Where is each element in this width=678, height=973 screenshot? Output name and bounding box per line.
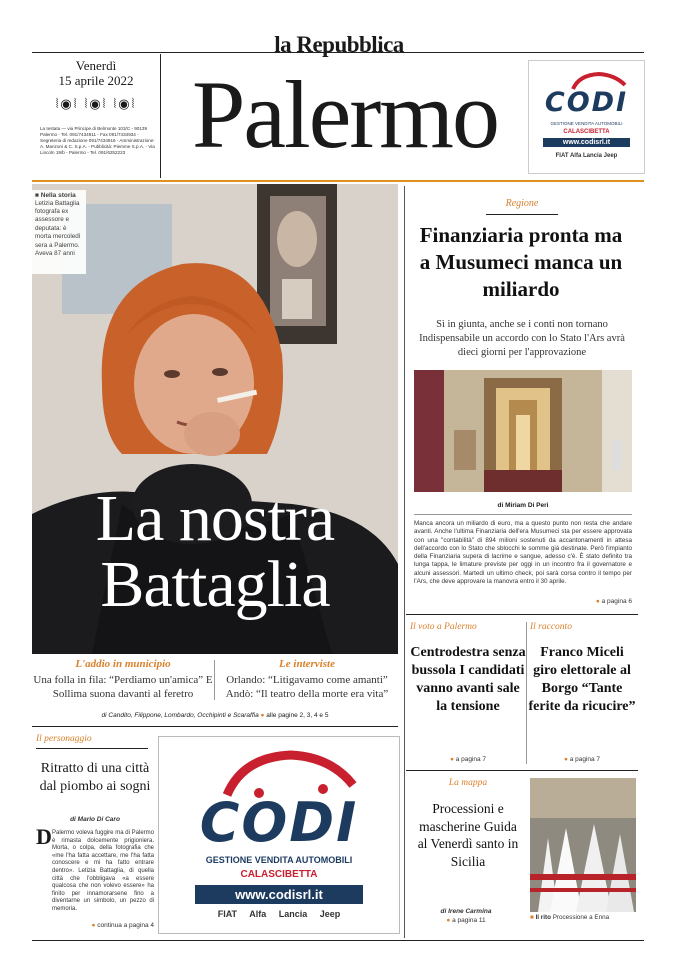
ad-url[interactable]: www.codisrl.it	[543, 138, 630, 147]
side1-kicker: L'addio in municipio	[75, 658, 171, 670]
brief2-pages: a pagina 7	[569, 756, 601, 763]
ad-town: CALASCIBETTA	[240, 869, 318, 880]
mappa-pages-row	[410, 917, 522, 925]
eye-ornament-icon: ⦚◉⦚	[55, 97, 79, 112]
photo-caption-text: Letizia Battaglia fotografa ex assessore e deputata: è morta mercoledì sera a Palermo. Aveva 87 anni	[35, 199, 81, 257]
mappa-photo-icon: ■	[530, 914, 534, 921]
eye-ornament-icon: ⦚◉⦚	[84, 97, 108, 112]
region-pages-row	[414, 598, 632, 606]
side2-text: Orlando: “Litigavamo come amanti” Andò: “Il teatro della morte era vita”	[225, 674, 389, 700]
brief2-pages-icon: ●	[563, 756, 568, 763]
date-box	[32, 54, 161, 178]
ad-logo: CODI	[199, 791, 359, 854]
date: 15 aprile 2022	[58, 73, 134, 88]
photo-caption-box	[32, 190, 86, 274]
personaggio-byline: di Mario Di Caro	[70, 816, 120, 823]
ad-url[interactable]: www.codisrl.it	[195, 885, 363, 904]
camera-icon: ■	[35, 192, 39, 199]
mappa-photo-label: Il rito	[535, 914, 551, 921]
ad-brand-row	[159, 909, 399, 919]
lead-byline-row	[32, 712, 398, 719]
personaggio-kicker: Il personaggio	[36, 734, 92, 744]
ad-brand: Lancia	[278, 909, 308, 919]
top-ad[interactable]	[528, 60, 645, 174]
lead-photo	[32, 184, 398, 654]
region-headline: Finanziaria pronta ma a Musumeci manca un miliardo	[419, 223, 623, 301]
region-pages: a pagina 6	[601, 598, 632, 605]
procession-image	[530, 778, 636, 912]
ad-brand: Lancia	[582, 153, 602, 159]
mappa-photo-caption: Processione a Enna	[552, 914, 610, 921]
region-body: Manca ancora un miliardo di euro, ma a questo punto non resta che andare avanti. Anche l'ultima Finanziaria dell'era Musumeci sta per essere approvata con una "contabilità" di 894 milioni sostenuti da accantonamenti in attesa dell'accordo con lo Stato che sblocchi le somme già destinate. Però l'impianto della Finanziaria supera di lacrime e sangue, adesso c'è. È stato definito tra lunga tappa, le limature previste per oggi in un incontro fra il governatore e alcuni assessori. Martedì un ultimo check, poi sarà corsa contro il tempo per l'Ars, che deve approvare la manovra entro il 30 aprile.	[414, 520, 632, 586]
brief1-pages-icon: ●	[449, 756, 454, 763]
personaggio-dropcap: D	[36, 824, 52, 849]
ad-town: CALASCIBETTA	[563, 129, 610, 135]
masthead-info: La testata — via Principe di Belmonte 103/C - 90139 Palermo - Tel. 091/7434911 - Fax 091/7434934 - Segreteria di redazione 091/7434916 - Amministrazione: A. Manzoni & C. S.p.A. - Pubblicità: Piemme S.p.A. - Via Lincoln 19/b - Palermo - Tel. 091/6252223	[40, 126, 155, 155]
ad-brand-row	[529, 153, 644, 159]
city-title: Palermo	[192, 61, 498, 168]
ad-tagline: GESTIONE VENDITA AUTOMOBILI	[205, 855, 353, 865]
ad-brand: Jeep	[603, 153, 618, 159]
ad-brand: Alfa	[569, 153, 582, 159]
ad-brand: Alfa	[249, 909, 267, 919]
side1-text: Una folla in fila: “Perdiamo un'amica” E Sollima suona davanti al feretro	[33, 674, 213, 700]
brief1-kicker: Il voto a Palermo	[410, 622, 477, 632]
ad-brand: FIAT	[217, 909, 238, 919]
brief2-kicker: Il racconto	[530, 622, 572, 632]
brief1-pages: a pagina 7	[455, 756, 487, 763]
photo-caption-title: Nella storia	[40, 192, 76, 199]
region-pages-icon: ●	[595, 598, 600, 605]
lead-headline-1: La nostra	[95, 482, 335, 555]
region-kicker: Regione	[505, 198, 539, 209]
lead-byline: di Candito, Filippone, Lombardo, Occhipinti e Scaraffia	[101, 712, 259, 719]
ad-brand: FIAT	[555, 153, 569, 159]
palace-interior-image	[414, 370, 632, 492]
ad-tagline: GESTIONE VENDITA AUTOMOBILI	[550, 121, 623, 126]
brief1-headline: Centrodestra senza bussola I candidati vanno avanti sale la tensione	[410, 645, 526, 714]
region-photo-credit: di Miriam Di Peri	[497, 502, 549, 509]
ad-brand: Jeep	[319, 909, 341, 919]
personaggio-body: Palermo voleva fuggire ma di Palermo è rimasta dolcemente prigioniera. Morta, o colpa, della fotografia che «me l'ha fatta accettare, me l'ha fatta conoscere e mi ha fatto entrare dentro». Letizia Battaglia, di quella città che l'obbligava «a essere qualcosa che non volevo essere» ha finito per innamorarsene fino a diventarne un simbolo, un pezzo di memoria.	[52, 830, 154, 912]
ad-logo: CODI	[544, 87, 629, 118]
lead-pages-icon: ●	[260, 712, 265, 719]
mappa-pages: a pagina 11	[452, 917, 486, 924]
eye-ornament-icon: ⦚◉⦚	[113, 97, 137, 112]
side2-kicker: Le interviste	[279, 658, 335, 670]
mappa-headline: Processioni e mascherine Guida al Venerdì santo in Sicilia	[417, 801, 519, 869]
lead-pages: alle pagine 2, 3, 4 e 5	[266, 712, 329, 719]
bottom-ad[interactable]	[158, 736, 400, 934]
mappa-photo	[530, 778, 636, 912]
mappa-byline: di Irene Carmina	[440, 908, 492, 915]
day: Venerdì	[75, 58, 117, 73]
personaggio-pages-icon: ●	[91, 922, 96, 929]
lead-headline-2: Battaglia	[100, 548, 330, 621]
region-photo	[414, 370, 632, 492]
brand-title: la Repubblica	[274, 32, 404, 57]
mappa-photo-caption-row	[530, 914, 636, 922]
personaggio-pages: continua a pagina 4	[97, 922, 154, 929]
brief2-headline: Franco Miceli giro elettorale al Borgo “Tante ferite da ricucire”	[528, 645, 636, 714]
brief2-pages-row	[528, 756, 636, 764]
mappa-kicker: La mappa	[448, 778, 488, 788]
brief1-pages-row	[410, 756, 526, 764]
region-subhead: Sì in giunta, anche se i conti non tornano Indispensabile un accordo con lo Stato l'Ars avrà dieci giorni per l'approvazione	[419, 319, 625, 358]
mappa-pages-icon: ●	[446, 917, 451, 924]
ornament-icons	[32, 97, 160, 112]
personaggio-headline: Ritratto di una città dal piombo ai sogni	[39, 761, 151, 794]
personaggio-pages-row	[40, 922, 154, 930]
